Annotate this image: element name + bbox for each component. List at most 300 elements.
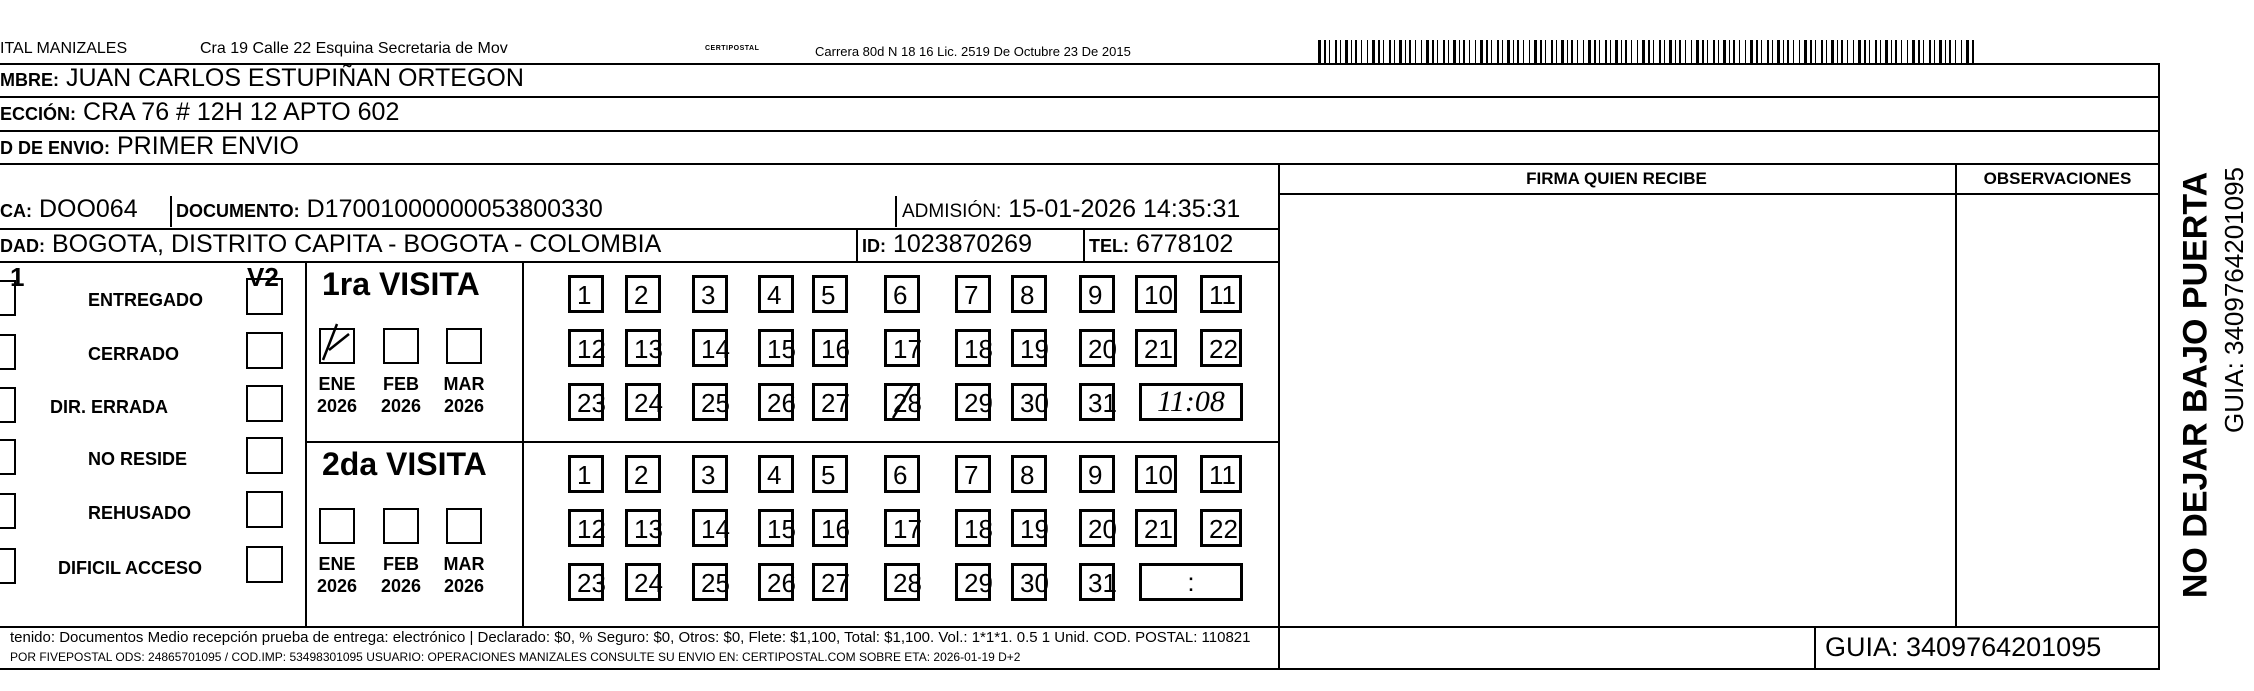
tel-value: 6778102 [1135,230,1234,258]
barcode-bar [1691,40,1692,64]
send-label: D DE ENVIO: [0,138,111,158]
barcode-bar [1459,40,1460,64]
day-number: 21 [1144,514,1173,544]
barcode-bar [1885,40,1888,64]
day-box[interactable] [625,509,661,547]
day-number: 15 [767,334,796,364]
day-number: 20 [1088,334,1117,364]
barcode-bar [1463,40,1465,64]
divider [1814,626,1816,668]
day-box[interactable] [625,383,661,421]
day-number: 1 [577,460,592,490]
barcode-bar [1594,40,1596,64]
barcode-bar [1718,40,1719,64]
day-box[interactable] [884,329,920,367]
check-mark-icon [319,320,355,356]
barcode-bar [1949,40,1951,64]
barcode-bar [1335,40,1337,64]
divider [1083,230,1085,261]
barcode-bar [1443,40,1445,64]
day-number: 26 [767,568,796,598]
city-value: BOGOTA, DISTRITO CAPITA - BOGOTA - COLOMBIA [51,230,662,258]
time-box[interactable] [1139,563,1243,601]
day-box[interactable] [955,383,991,421]
barcode-bar [1729,40,1730,64]
day-number: 9 [1088,280,1103,310]
day-box[interactable] [1200,455,1242,493]
frame-right [2158,63,2160,670]
month-name: ENE [318,374,356,394]
day-box[interactable] [1200,329,1242,367]
barcode-bar [1421,40,1422,64]
month-label [436,553,492,597]
barcode-bar [1409,40,1411,64]
city-row [0,230,661,259]
day-number: 5 [821,460,836,490]
status-v1-checkbox[interactable] [0,387,16,423]
day-number: 11 [1209,460,1236,490]
barcode-bar [1972,40,1974,64]
day-box[interactable] [955,455,991,493]
day-number: 4 [767,280,782,310]
id-value: 1023870269 [892,230,1032,258]
barcode-bar [1891,40,1892,64]
day-box[interactable] [568,455,604,493]
day-box[interactable] [812,329,848,367]
barcode-bar [1799,40,1800,64]
barcode-bar [1378,40,1380,64]
status-label: DIFICIL ACCESO [58,558,203,578]
day-box[interactable] [812,455,848,493]
month-checkbox[interactable] [383,508,419,544]
barcode-bar [1831,40,1834,64]
day-number: 27 [821,568,850,598]
day-number: 20 [1088,514,1117,544]
barcode-bar [1610,40,1611,64]
day-number: 7 [964,280,979,310]
barcode-bar [1864,40,1866,64]
month-checkbox[interactable] [319,328,355,364]
day-box[interactable] [812,563,848,601]
barcode-bar [1733,40,1735,64]
month-label [436,373,492,417]
day-box[interactable] [1135,275,1177,313]
barcode-bar [1437,40,1438,64]
day-box[interactable] [692,509,728,547]
day-number: 16 [821,514,850,544]
barcode [1318,40,1978,64]
day-number: 13 [634,514,663,544]
day-box[interactable] [758,383,794,421]
barcode-bar [1383,40,1384,64]
day-box[interactable] [568,509,604,547]
barcode-bar [1556,40,1557,64]
barcode-bar [1939,40,1942,64]
barcode-bar [1324,40,1326,64]
status-v2-checkbox[interactable] [246,332,283,369]
barcode-bar [1561,40,1564,64]
barcode-bar [1841,40,1843,64]
day-box[interactable] [625,329,661,367]
day-box[interactable] [568,275,604,313]
barcode-bar [1583,40,1584,64]
send-value: PRIMER ENVIO [116,132,299,160]
barcode-bar [1625,40,1627,64]
adm-value: 15-01-2026 14:35:31 [1008,195,1241,223]
day-box[interactable] [758,275,794,313]
day-box[interactable] [1135,329,1177,367]
status-v1-checkbox[interactable] [0,439,16,475]
barcode-bar [1486,40,1488,64]
day-number: 19 [1020,514,1049,544]
mark-value: DOO064 [38,195,138,223]
barcode-bar [1517,40,1519,64]
header-logo: CERTIPOSTAL [705,45,760,52]
day-box[interactable] [758,329,794,367]
barcode-bar [1756,40,1758,64]
divider [0,130,2160,132]
month-checkbox[interactable] [319,508,355,544]
status-v2-checkbox[interactable] [246,278,283,315]
visits-divider [522,261,524,626]
barcode-bar [1475,40,1476,64]
barcode-bar [1880,40,1881,64]
barcode-bar [1793,40,1794,64]
barcode-bar [1529,40,1530,64]
barcode-bar [1787,40,1789,64]
day-number: 31 [1088,388,1117,418]
month-label [373,553,429,597]
barcode-bar [1826,40,1827,64]
barcode-bar [1713,40,1715,64]
barcode-bar [1399,40,1402,64]
v2-label: V2 [247,262,279,292]
day-box[interactable] [692,455,728,493]
address-value: CRA 76 # 12H 12 APTO 602 [82,98,400,126]
status-v2-checkbox[interactable] [246,546,283,583]
status-v2-checkbox[interactable] [246,385,283,422]
day-box[interactable] [1135,509,1177,547]
day-box[interactable] [1079,329,1115,367]
status-v1-checkbox[interactable] [0,334,16,370]
barcode-bar [1702,40,1704,64]
divider [1278,163,2160,165]
barcode-bar [1372,40,1375,64]
barcode-bar [1497,40,1499,64]
side-warning: NO DEJAR BAJO PUERTA [2176,171,2215,599]
day-box[interactable] [692,563,728,601]
day-box[interactable] [692,275,728,313]
day-mark-icon [887,382,923,418]
day-box[interactable] [1079,275,1115,313]
side-guia: GUIA: 3409764201095 [2219,167,2249,433]
day-box[interactable] [1079,563,1115,601]
day-box[interactable] [884,455,920,493]
barcode-bar [1329,40,1330,64]
month-name: FEB [383,554,419,574]
day-number: 29 [964,388,993,418]
day-box[interactable] [812,275,848,313]
month-label [309,553,365,597]
day-number: 4 [767,460,782,490]
address-label: ECCIÓN: [0,104,76,124]
day-box[interactable] [1011,563,1047,601]
doc-value: D17001000000053800330 [306,195,603,223]
barcode-bar [1480,40,1483,64]
barcode-bar [1415,40,1416,64]
day-box[interactable] [625,563,661,601]
footer-line2: POR FIVEPOSTAL ODS: 24865701095 / COD.IMP: 53498301095 USUARIO: OPERACIONES MANIZALES CONSULTE SU ENVIO EN: CERTIPOSTAL.COM SOBRE ETA: 2026-01-19 D+2 [10,650,1021,664]
day-box[interactable] [812,383,848,421]
barcode-bar [1815,40,1816,64]
status-v2-checkbox[interactable] [246,437,283,474]
day-number: 13 [634,334,663,364]
observations-left-border [1955,163,1957,626]
barcode-bar [1767,40,1769,64]
barcode-bar [1491,40,1492,64]
month-label [373,373,429,417]
day-number: 26 [767,388,796,418]
day-box[interactable] [692,383,728,421]
day-number: 19 [1020,334,1049,364]
day-box[interactable] [1011,383,1047,421]
month-name: MAR [443,554,485,574]
day-box[interactable] [568,329,604,367]
day-number: 11 [1209,280,1236,310]
day-number: 27 [821,388,850,418]
barcode-bar [1426,40,1429,64]
day-number: 30 [1020,568,1049,598]
month-year: 2026 [443,396,485,416]
barcode-bar [1901,40,1902,64]
observations-label: OBSERVACIONES [1983,169,2132,188]
barcode-bar [1453,40,1456,64]
barcode-bar [1615,40,1618,64]
barcode-bar [1761,40,1762,64]
month-year: 2026 [316,396,358,416]
day-number: 3 [701,280,716,310]
month-year: 2026 [316,576,358,596]
barcode-bar [1567,40,1568,64]
barcode-bar [1669,40,1672,64]
day-box[interactable] [1079,509,1115,547]
month-checkbox[interactable] [446,508,482,544]
month-name: ENE [318,554,356,574]
barcode-bar [1707,40,1708,64]
barcode-bar [1642,40,1645,64]
day-box[interactable] [758,509,794,547]
header-org: ITAL MANIZALES [0,40,128,57]
month-checkbox[interactable] [446,328,482,364]
day-box[interactable] [955,563,991,601]
barcode-bar [1648,40,1650,64]
day-box[interactable] [884,383,920,421]
barcode-bar [1523,40,1524,64]
barcode-bar [1361,40,1362,64]
signature-left-border [1278,163,1280,668]
status-label: NO RESIDE [88,449,188,469]
day-box[interactable] [884,275,920,313]
day-box[interactable] [955,509,991,547]
day-box[interactable] [1200,509,1242,547]
barcode-bar [1923,40,1924,64]
day-number: 22 [1209,334,1238,364]
day-number: 22 [1209,514,1238,544]
month-year: 2026 [443,576,485,596]
day-number: 5 [821,280,836,310]
status-right-border [305,261,307,626]
divider [0,626,2160,628]
status-v1-checkbox[interactable] [0,280,16,316]
day-number: 15 [767,514,796,544]
visit-title: 2da VISITA [322,446,487,482]
day-number: 28 [893,568,922,598]
day-box[interactable] [1135,455,1177,493]
barcode-bar [1340,40,1341,64]
day-box[interactable] [1079,383,1115,421]
id-row [862,230,1032,259]
barcode-bar [1723,40,1726,64]
day-box[interactable] [568,383,604,421]
barcode-bar [1551,40,1553,64]
barcode-bar [1659,40,1661,64]
day-box[interactable] [758,563,794,601]
day-number: 23 [577,388,606,418]
day-number: 24 [634,388,663,418]
day-box[interactable] [884,563,920,601]
doc-label: DOCUMENTO: [176,201,300,221]
day-box[interactable] [625,455,661,493]
barcode-bar [1804,40,1807,64]
status-label: DIR. ERRADA [50,397,169,417]
day-number: 18 [964,514,993,544]
barcode-bar [1599,40,1600,64]
footer-line1: tenido: Documentos Medio recepción prueba de entrega: electrónico | Declarado: $0, % Seguro: $0, Otros: $0, Flete: $1,100, Total: $1,100. Vol.: 1*1*1. 0.5 1 Unid. COD. POSTAL: 110821 [10,629,1251,646]
barcode-bar [1345,40,1348,64]
barcode-bar [1351,40,1352,64]
signature-label: FIRMA QUIEN RECIBE [1526,169,1707,188]
status-label: ENTREGADO [88,290,204,310]
barcode-bar [1772,40,1773,64]
barcode-bar [1653,40,1654,64]
day-box[interactable] [758,455,794,493]
barcode-bar [1405,40,1406,64]
header-license: Carrera 80d N 18 16 Lic. 2519 De Octubre 23 De 2015 [815,44,1131,59]
barcode-bar [1507,40,1510,64]
month-checkbox[interactable] [383,328,419,364]
day-number: 8 [1020,280,1035,310]
day-box[interactable] [1079,455,1115,493]
barcode-bar [1675,40,1676,64]
barcode-bar [1534,40,1537,64]
barcode-bar [1750,40,1753,64]
day-number: 12 [577,334,606,364]
day-number: 25 [701,388,730,418]
day-box[interactable] [1011,329,1047,367]
barcode-bar [1929,40,1931,64]
header-address: Cra 19 Calle 22 Esquina Secretaria de Mov [200,40,508,57]
barcode-bar [1637,40,1638,64]
day-number: 8 [1020,460,1035,490]
divider [0,163,1278,165]
barcode-bar [1588,40,1591,64]
day-box[interactable] [1011,509,1047,547]
send-row [0,132,299,161]
barcode-bar [1502,40,1503,64]
time-box[interactable] [1139,383,1243,421]
barcode-bar [1621,40,1622,64]
barcode-bar [1318,40,1321,64]
day-number: 24 [634,568,663,598]
day-box[interactable] [625,275,661,313]
day-box[interactable] [1011,275,1047,313]
barcode-bar [1577,40,1578,64]
barcode-bar [1810,40,1812,64]
barcode-bar [1432,40,1434,64]
barcode-bar [1355,40,1357,64]
barcode-bar [1664,40,1665,64]
day-number: 29 [964,568,993,598]
city-label: DAD: [0,236,45,256]
day-number: 31 [1088,568,1117,598]
day-box[interactable] [812,509,848,547]
name-label: MBRE: [0,70,59,90]
barcode-bar [1869,40,1870,64]
day-box[interactable] [884,509,920,547]
status-v2-checkbox[interactable] [246,491,283,528]
status-v1-checkbox[interactable] [0,493,16,529]
day-box[interactable] [568,563,604,601]
month-year: 2026 [380,396,422,416]
barcode-bar [1858,40,1861,64]
barcode-bar [1469,40,1470,64]
barcode-bar [1961,40,1962,64]
day-box[interactable] [1200,275,1242,313]
day-number: 10 [1144,280,1173,310]
month-name: MAR [443,374,485,394]
day-number: 3 [701,460,716,490]
day-box[interactable] [1011,455,1047,493]
tel-row [1089,230,1233,259]
barcode-bar [1367,40,1368,64]
barcode-bar [1777,40,1780,64]
adm-label: ADMISIÓN: [902,201,1002,222]
barcode-bar [1912,40,1915,64]
day-number: 16 [821,334,850,364]
day-number: 17 [893,334,922,364]
time-value: : [1187,566,1195,597]
doc-row [176,195,603,224]
barcode-bar [1631,40,1632,64]
day-number: 17 [893,514,922,544]
day-number: 10 [1144,460,1173,490]
barcode-bar [1853,40,1854,64]
day-box[interactable] [955,275,991,313]
status-v1-checkbox[interactable] [0,548,16,584]
day-box[interactable] [692,329,728,367]
barcode-bar [1739,40,1740,64]
divider [856,230,858,261]
barcode-bar [1545,40,1546,64]
barcode-bar [1821,40,1823,64]
barcode-bar [1955,40,1956,64]
day-number: 30 [1020,388,1049,418]
barcode-bar [1875,40,1877,64]
barcode-bar [1847,40,1848,64]
day-number: 2 [634,460,649,490]
barcode-bar [1679,40,1681,64]
day-box[interactable] [955,329,991,367]
